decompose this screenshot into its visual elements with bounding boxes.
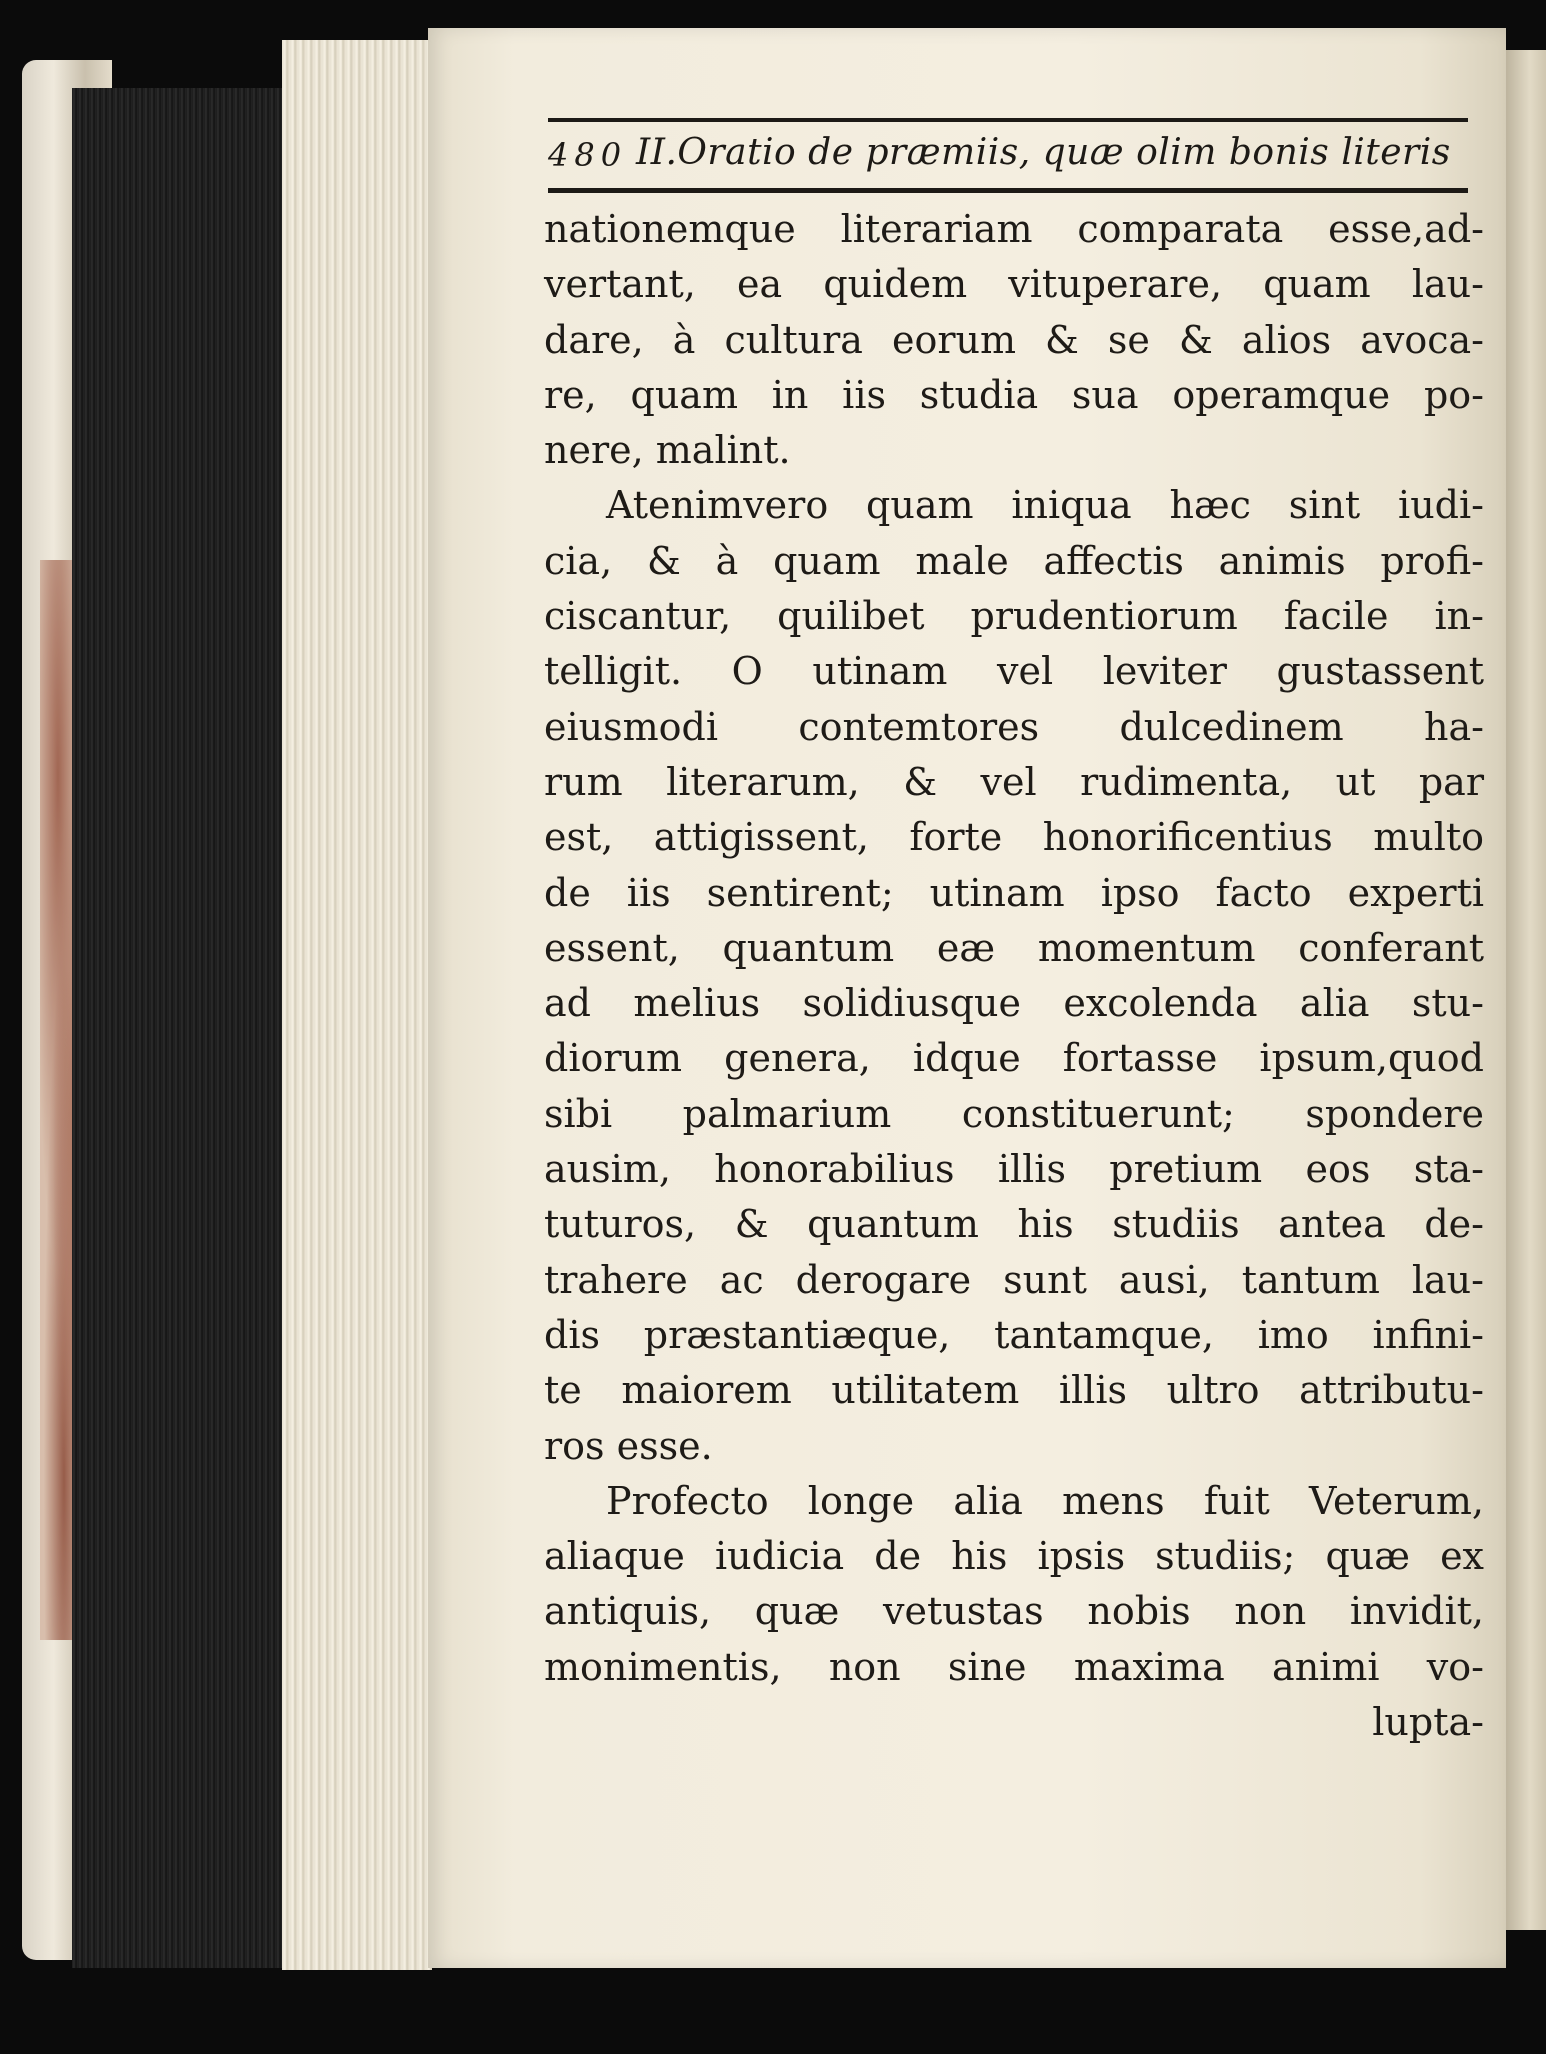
catchword: lupta-	[1372, 1700, 1484, 1745]
paragraph-start-line: Atenimvero quam iniqua hæc sint iudi-	[606, 483, 1484, 528]
text-line: vertant, ea quidem vituperare, quam lau-	[544, 262, 1484, 307]
running-head	[548, 126, 1468, 188]
text-line: nere, malint.	[544, 428, 791, 473]
text-line: eiusmodi contemtores dulcedinem ha-	[544, 704, 1484, 749]
text-line: monimentis, non sine maxima animi vo-	[544, 1644, 1484, 1689]
text-line: sibi palmarium constituerunt; spondere	[544, 1091, 1484, 1136]
text-line: ad melius solidiusque excolenda alia stu-	[544, 981, 1484, 1026]
text-line: ciscantur, quilibet prudentiorum facile in-	[544, 594, 1484, 639]
text-line: diorum genera, idque fortasse ipsum,quod	[544, 1036, 1484, 1081]
text-line: rum literarum, & vel rudimenta, ut par	[544, 759, 1484, 804]
page-number: 480	[548, 136, 628, 174]
header-rule-top	[548, 118, 1468, 122]
text-line: nationemque literariam comparata esse,ad-	[544, 207, 1484, 251]
text-line: aliaque iudicia de his ipsis studiis; quæ ex	[544, 1534, 1484, 1579]
text-line: te maiorem utilitatem illis ultro attributu-	[544, 1368, 1484, 1413]
text-line: dare, à cultura eorum & se & alios avoca-	[544, 317, 1484, 362]
text-line: antiquis, quæ vetustas nobis non invidit,	[544, 1589, 1484, 1634]
text-line: tuturos, & quantum his studiis antea de-	[544, 1202, 1484, 1247]
text-line: dis præstantiæque, tantamque, imo infini-	[544, 1312, 1484, 1357]
text-line: essent, quantum eæ momentum conferant	[544, 925, 1484, 970]
body-text	[544, 202, 1484, 1750]
page-edges-dark	[72, 88, 282, 1968]
running-title: II.Oratio de præmiis, quæ olim bonis literis	[636, 132, 1451, 173]
text-line: de iis sentirent; utinam ipso facto experti	[544, 870, 1484, 915]
paragraph-start-line: Profecto longe alia mens fuit Veterum,	[606, 1478, 1484, 1523]
page-edges-light	[282, 40, 432, 1970]
text-line: re, quam in iis studia sua operamque po-	[544, 372, 1484, 417]
text-line: est, attigissent, forte honorificentius multo	[544, 815, 1484, 860]
text-line: ros esse.	[544, 1423, 713, 1468]
text-line: ausim, honorabilius illis pretium eos sta-	[544, 1147, 1484, 1192]
text-line: trahere ac derogare sunt ausi, tantum lau-	[544, 1257, 1484, 1302]
text-line: cia, & à quam male affectis animis profi-	[544, 538, 1484, 583]
facing-page-edge	[1506, 50, 1546, 1930]
text-line: telligit. O utinam vel leviter gustassent	[544, 649, 1484, 694]
header-rule-bottom	[548, 188, 1468, 193]
